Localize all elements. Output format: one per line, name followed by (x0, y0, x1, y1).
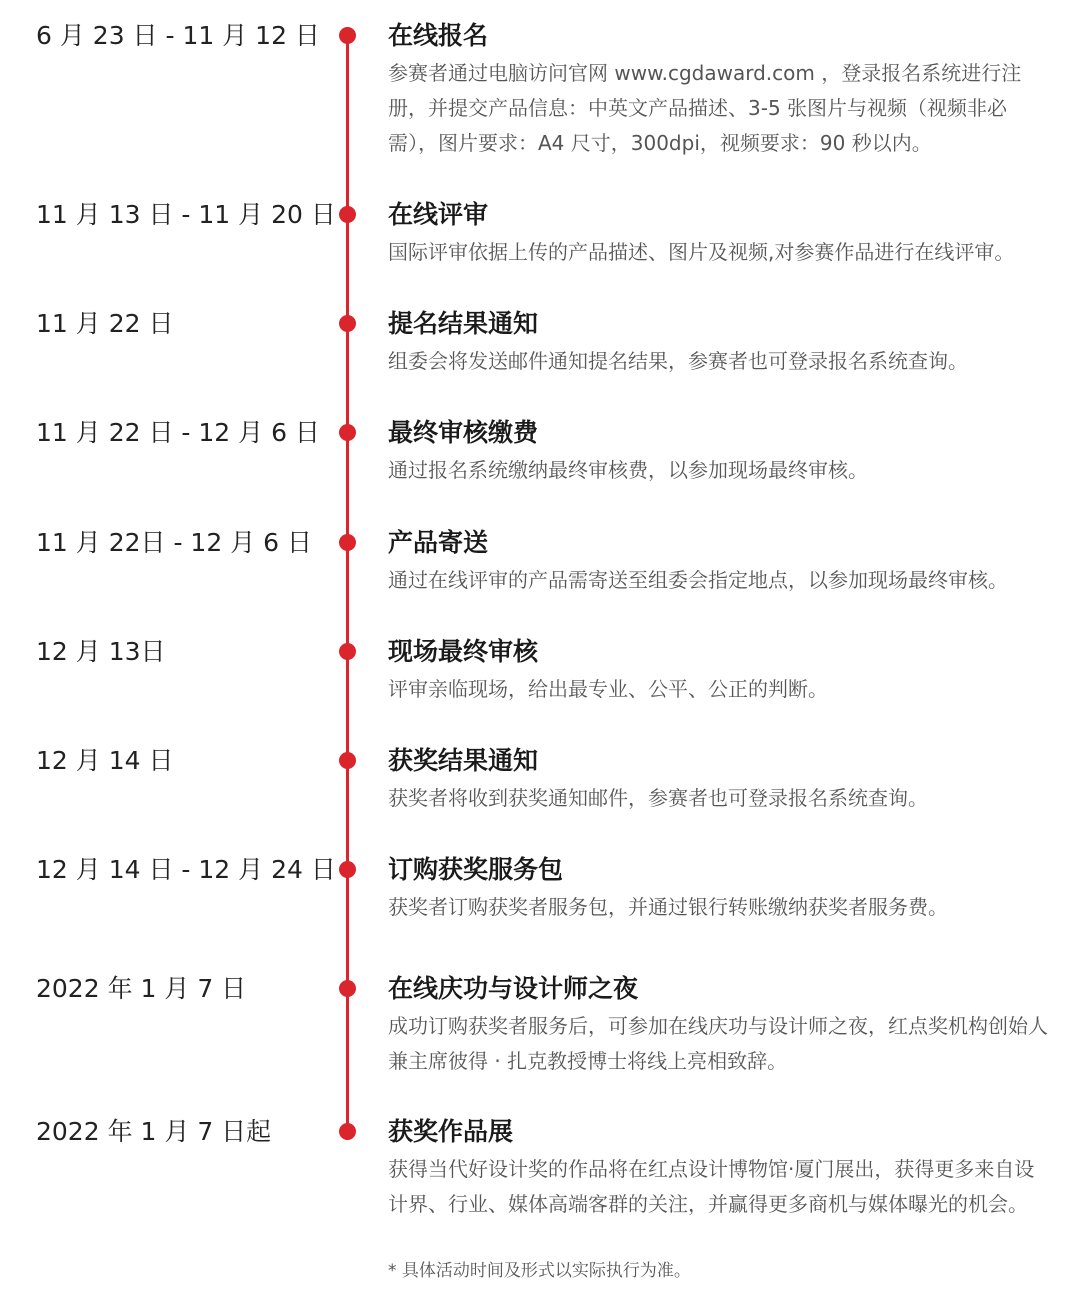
event-date: 11 月 13 日 - 11 月 20 日 (36, 200, 336, 229)
event-date: 6 月 23 日 - 11 月 12 日 (36, 21, 320, 50)
event-date: 2022 年 1 月 7 日起 (36, 1117, 272, 1146)
timeline-dot (339, 206, 356, 223)
event-description: 通过在线评审的产品需寄送至组委会指定地点，以参加现场最终审核。 (388, 568, 1008, 592)
event-title: 提名结果通知 (388, 309, 539, 338)
event-title: 在线评审 (388, 200, 489, 229)
timeline-line (346, 36, 349, 1140)
event-description: 获得当代好设计奖的作品将在红点设计博物馆·厦门展出，获得更多来自设计界、行业、媒体高端客群的关注，并赢得更多商机与媒体曝光的机会。 (388, 1157, 1035, 1216)
event-date: 11 月 22 日 (36, 309, 174, 338)
event-date: 11 月 22日 - 12 月 6 日 (36, 528, 312, 557)
timeline-dot (339, 27, 356, 44)
timeline-dot (339, 424, 356, 441)
event-description: 参赛者通过电脑访问官网 www.cgdaward.com ，登录报名系统进行注册，并提交产品信息：中英文产品描述、3-5 张图片与视频（视频非必需），图片要求：A4 尺寸，300dpi，视频要求：90 秒以内。 (388, 61, 1022, 155)
timeline-dot (339, 643, 356, 660)
timeline-dot (339, 534, 356, 551)
footnote: * 具体活动时间及形式以实际执行为准。 (388, 1261, 691, 1281)
event-title: 获奖作品展 (388, 1117, 514, 1146)
timeline-dot (339, 1123, 356, 1140)
event-description: 国际评审依据上传的产品描述、图片及视频,对参赛作品进行在线评审。 (388, 240, 1015, 264)
event-description: 通过报名系统缴纳最终审核费，以参加现场最终审核。 (388, 458, 868, 482)
timeline-dot (339, 980, 356, 997)
timeline-dot (339, 861, 356, 878)
event-title: 在线报名 (388, 21, 489, 50)
event-date: 12 月 13日 (36, 637, 166, 666)
event-description: 获奖者订购获奖者服务包，并通过银行转账缴纳获奖者服务费。 (388, 895, 948, 919)
event-title: 获奖结果通知 (388, 746, 539, 775)
event-description: 组委会将发送邮件通知提名结果，参赛者也可登录报名系统查询。 (388, 349, 968, 373)
event-date: 12 月 14 日 (36, 746, 174, 775)
event-description: 成功订购获奖者服务后，可参加在线庆功与设计师之夜，红点奖机构创始人兼主席彼得 · 扎克教授博士将线上亮相致辞。 (388, 1014, 1048, 1073)
event-date: 11 月 22 日 - 12 月 6 日 (36, 418, 320, 447)
event-title: 订购获奖服务包 (388, 855, 564, 884)
event-title: 现场最终审核 (388, 637, 539, 666)
timeline-dot (339, 752, 356, 769)
timeline-dot (339, 315, 356, 332)
event-date: 12 月 14 日 - 12 月 24 日 (36, 855, 336, 884)
event-title: 在线庆功与设计师之夜 (388, 974, 639, 1003)
event-title: 产品寄送 (388, 528, 489, 557)
event-date: 2022 年 1 月 7 日 (36, 974, 247, 1003)
event-description: 获奖者将收到获奖通知邮件，参赛者也可登录报名系统查询。 (388, 786, 928, 810)
event-title: 最终审核缴费 (388, 418, 539, 447)
event-description: 评审亲临现场，给出最专业、公平、公正的判断。 (388, 677, 828, 701)
